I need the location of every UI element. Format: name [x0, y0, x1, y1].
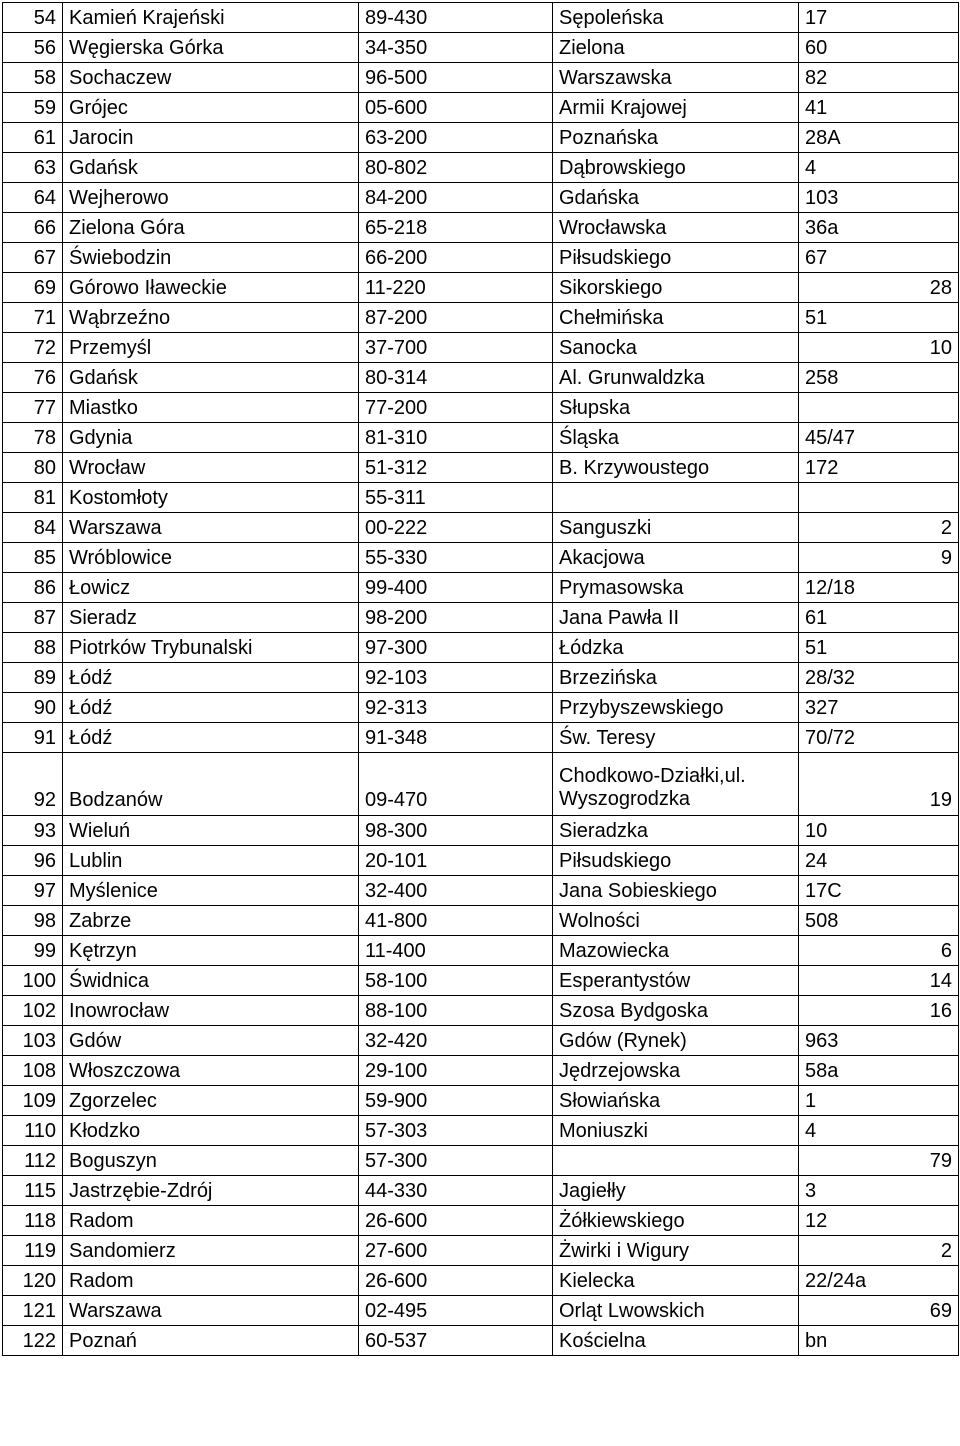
table-row — [3, 123, 959, 153]
city-cell: Warszawa — [63, 1296, 359, 1326]
building-number-cell: 6 — [799, 936, 959, 966]
building-number-cell: 3 — [799, 1176, 959, 1206]
postal-code-cell: 34-350 — [359, 33, 553, 63]
street-cell: Szosa Bydgoska — [553, 996, 799, 1026]
building-number-cell: 28A — [799, 123, 959, 153]
city-cell: Górowo Iławeckie — [63, 273, 359, 303]
table-row — [3, 936, 959, 966]
street-cell: Warszawska — [553, 63, 799, 93]
postal-code-cell: 44-330 — [359, 1176, 553, 1206]
address-table — [2, 2, 959, 1356]
row-number-cell: 76 — [3, 363, 63, 393]
postal-code-cell: 92-313 — [359, 693, 553, 723]
building-number-cell: 12 — [799, 1206, 959, 1236]
city-cell: Włoszczowa — [63, 1056, 359, 1086]
street-cell: Dąbrowskiego — [553, 153, 799, 183]
row-number-cell: 63 — [3, 153, 63, 183]
building-number-cell: 41 — [799, 93, 959, 123]
street-cell: Wolności — [553, 906, 799, 936]
street-cell: Łódzka — [553, 633, 799, 663]
row-number-cell: 110 — [3, 1116, 63, 1146]
street-cell — [553, 483, 799, 513]
postal-code-cell: 58-100 — [359, 966, 553, 996]
city-cell: Poznań — [63, 1326, 359, 1356]
city-cell: Wróblowice — [63, 543, 359, 573]
table-row — [3, 3, 959, 33]
building-number-cell: 67 — [799, 243, 959, 273]
city-cell: Węgierska Górka — [63, 33, 359, 63]
building-number-cell: 69 — [799, 1296, 959, 1326]
street-cell: Przybyszewskiego — [553, 693, 799, 723]
city-cell: Łódź — [63, 723, 359, 753]
postal-code-cell: 55-330 — [359, 543, 553, 573]
city-cell: Warszawa — [63, 513, 359, 543]
building-number-cell: 70/72 — [799, 723, 959, 753]
row-number-cell: 56 — [3, 33, 63, 63]
street-cell: Chełmińska — [553, 303, 799, 333]
city-cell: Radom — [63, 1266, 359, 1296]
building-number-cell: 172 — [799, 453, 959, 483]
table-row — [3, 966, 959, 996]
street-cell: Wrocławska — [553, 213, 799, 243]
row-number-cell: 87 — [3, 603, 63, 633]
row-number-cell: 103 — [3, 1026, 63, 1056]
street-cell: Jędrzejowska — [553, 1056, 799, 1086]
postal-code-cell: 57-303 — [359, 1116, 553, 1146]
building-number-cell: 103 — [799, 183, 959, 213]
row-number-cell: 93 — [3, 816, 63, 846]
postal-code-cell: 11-400 — [359, 936, 553, 966]
building-number-cell: 16 — [799, 996, 959, 1026]
table-row — [3, 63, 959, 93]
postal-code-cell: 84-200 — [359, 183, 553, 213]
table-row — [3, 423, 959, 453]
building-number-cell: 17 — [799, 3, 959, 33]
postal-code-cell: 63-200 — [359, 123, 553, 153]
city-cell: Jastrzębie-Zdrój — [63, 1176, 359, 1206]
table-row — [3, 333, 959, 363]
city-cell: Sandomierz — [63, 1236, 359, 1266]
postal-code-cell: 26-600 — [359, 1206, 553, 1236]
table-row — [3, 753, 959, 816]
row-number-cell: 92 — [3, 753, 63, 816]
building-number-cell: 51 — [799, 303, 959, 333]
street-cell: Gdów (Rynek) — [553, 1026, 799, 1056]
building-number-cell: 24 — [799, 846, 959, 876]
street-cell — [553, 1146, 799, 1176]
street-cell: Sanocka — [553, 333, 799, 363]
table-row — [3, 1206, 959, 1236]
postal-code-cell: 99-400 — [359, 573, 553, 603]
street-cell: Esperantystów — [553, 966, 799, 996]
row-number-cell: 118 — [3, 1206, 63, 1236]
table-row — [3, 1326, 959, 1356]
row-number-cell: 120 — [3, 1266, 63, 1296]
city-cell: Bodzanów — [63, 753, 359, 816]
row-number-cell: 119 — [3, 1236, 63, 1266]
postal-code-cell: 57-300 — [359, 1146, 553, 1176]
table-row — [3, 876, 959, 906]
city-cell: Świebodzin — [63, 243, 359, 273]
row-number-cell: 86 — [3, 573, 63, 603]
postal-code-cell: 51-312 — [359, 453, 553, 483]
table-row — [3, 1266, 959, 1296]
postal-code-cell: 98-200 — [359, 603, 553, 633]
postal-code-cell: 59-900 — [359, 1086, 553, 1116]
building-number-cell: 22/24a — [799, 1266, 959, 1296]
row-number-cell: 102 — [3, 996, 63, 1026]
row-number-cell: 85 — [3, 543, 63, 573]
street-cell: Mazowiecka — [553, 936, 799, 966]
street-cell: Kościelna — [553, 1326, 799, 1356]
street-cell: Słupska — [553, 393, 799, 423]
city-cell: Radom — [63, 1206, 359, 1236]
table-row — [3, 633, 959, 663]
row-number-cell: 80 — [3, 453, 63, 483]
building-number-cell: 508 — [799, 906, 959, 936]
row-number-cell: 59 — [3, 93, 63, 123]
street-cell: Jana Pawła II — [553, 603, 799, 633]
table-row — [3, 846, 959, 876]
table-row — [3, 663, 959, 693]
city-cell: Myślenice — [63, 876, 359, 906]
row-number-cell: 67 — [3, 243, 63, 273]
table-row — [3, 1056, 959, 1086]
street-cell: Żwirki i Wigury — [553, 1236, 799, 1266]
row-number-cell: 115 — [3, 1176, 63, 1206]
postal-code-cell: 89-430 — [359, 3, 553, 33]
building-number-cell: 79 — [799, 1146, 959, 1176]
postal-code-cell: 09-470 — [359, 753, 553, 816]
city-cell: Kętrzyn — [63, 936, 359, 966]
building-number-cell: 28/32 — [799, 663, 959, 693]
city-cell: Grójec — [63, 93, 359, 123]
row-number-cell: 90 — [3, 693, 63, 723]
table-row — [3, 1026, 959, 1056]
table-row — [3, 513, 959, 543]
table-row — [3, 483, 959, 513]
street-cell: Sanguszki — [553, 513, 799, 543]
city-cell: Wieluń — [63, 816, 359, 846]
address-table-body — [3, 3, 959, 1356]
postal-code-cell: 81-310 — [359, 423, 553, 453]
postal-code-cell: 88-100 — [359, 996, 553, 1026]
building-number-cell: 82 — [799, 63, 959, 93]
city-cell: Jarocin — [63, 123, 359, 153]
building-number-cell: 36a — [799, 213, 959, 243]
table-row — [3, 243, 959, 273]
postal-code-cell: 20-101 — [359, 846, 553, 876]
street-cell: Piłsudskiego — [553, 846, 799, 876]
table-row — [3, 1116, 959, 1146]
building-number-cell: 327 — [799, 693, 959, 723]
street-cell: Słowiańska — [553, 1086, 799, 1116]
building-number-cell: bn — [799, 1326, 959, 1356]
table-row — [3, 363, 959, 393]
row-number-cell: 97 — [3, 876, 63, 906]
city-cell: Łódź — [63, 663, 359, 693]
city-cell: Wrocław — [63, 453, 359, 483]
city-cell: Miastko — [63, 393, 359, 423]
street-cell: Gdańska — [553, 183, 799, 213]
postal-code-cell: 98-300 — [359, 816, 553, 846]
building-number-cell: 1 — [799, 1086, 959, 1116]
postal-code-cell: 87-200 — [359, 303, 553, 333]
table-row — [3, 573, 959, 603]
building-number-cell: 10 — [799, 816, 959, 846]
building-number-cell: 12/18 — [799, 573, 959, 603]
row-number-cell: 88 — [3, 633, 63, 663]
postal-code-cell: 55-311 — [359, 483, 553, 513]
row-number-cell: 78 — [3, 423, 63, 453]
building-number-cell — [799, 393, 959, 423]
building-number-cell: 14 — [799, 966, 959, 996]
city-cell: Lublin — [63, 846, 359, 876]
building-number-cell: 2 — [799, 1236, 959, 1266]
building-number-cell: 963 — [799, 1026, 959, 1056]
building-number-cell: 45/47 — [799, 423, 959, 453]
city-cell: Sieradz — [63, 603, 359, 633]
street-cell: Al. Grunwaldzka — [553, 363, 799, 393]
row-number-cell: 58 — [3, 63, 63, 93]
building-number-cell: 60 — [799, 33, 959, 63]
postal-code-cell: 66-200 — [359, 243, 553, 273]
building-number-cell: 17C — [799, 876, 959, 906]
building-number-cell: 2 — [799, 513, 959, 543]
row-number-cell: 98 — [3, 906, 63, 936]
table-row — [3, 996, 959, 1026]
postal-code-cell: 41-800 — [359, 906, 553, 936]
postal-code-cell: 37-700 — [359, 333, 553, 363]
postal-code-cell: 29-100 — [359, 1056, 553, 1086]
table-row — [3, 183, 959, 213]
postal-code-cell: 60-537 — [359, 1326, 553, 1356]
city-cell: Inowrocław — [63, 996, 359, 1026]
building-number-cell: 10 — [799, 333, 959, 363]
city-cell: Świdnica — [63, 966, 359, 996]
building-number-cell: 258 — [799, 363, 959, 393]
street-cell: Armii Krajowej — [553, 93, 799, 123]
row-number-cell: 108 — [3, 1056, 63, 1086]
row-number-cell: 91 — [3, 723, 63, 753]
city-cell: Kamień Krajeński — [63, 3, 359, 33]
table-row — [3, 1296, 959, 1326]
postal-code-cell: 00-222 — [359, 513, 553, 543]
city-cell: Przemyśl — [63, 333, 359, 363]
street-cell: Jana Sobieskiego — [553, 876, 799, 906]
street-cell: Sieradzka — [553, 816, 799, 846]
building-number-cell: 4 — [799, 1116, 959, 1146]
street-cell: Sępoleńska — [553, 3, 799, 33]
street-cell: Poznańska — [553, 123, 799, 153]
table-row — [3, 1236, 959, 1266]
postal-code-cell: 92-103 — [359, 663, 553, 693]
row-number-cell: 81 — [3, 483, 63, 513]
table-row — [3, 273, 959, 303]
street-cell: Jagiełły — [553, 1176, 799, 1206]
street-cell: Żółkiewskiego — [553, 1206, 799, 1236]
city-cell: Łódź — [63, 693, 359, 723]
city-cell: Wejherowo — [63, 183, 359, 213]
row-number-cell: 100 — [3, 966, 63, 996]
street-cell: Śląska — [553, 423, 799, 453]
city-cell: Gdańsk — [63, 363, 359, 393]
street-cell: Zielona — [553, 33, 799, 63]
table-row — [3, 1176, 959, 1206]
table-row — [3, 816, 959, 846]
row-number-cell: 89 — [3, 663, 63, 693]
table-row — [3, 1146, 959, 1176]
city-cell: Kostomłoty — [63, 483, 359, 513]
postal-code-cell: 97-300 — [359, 633, 553, 663]
postal-code-cell: 32-420 — [359, 1026, 553, 1056]
street-cell: Prymasowska — [553, 573, 799, 603]
row-number-cell: 122 — [3, 1326, 63, 1356]
street-cell: Św. Teresy — [553, 723, 799, 753]
table-row — [3, 543, 959, 573]
city-cell: Zielona Góra — [63, 213, 359, 243]
table-row — [3, 453, 959, 483]
postal-code-cell: 11-220 — [359, 273, 553, 303]
city-cell: Zgorzelec — [63, 1086, 359, 1116]
postal-code-cell: 27-600 — [359, 1236, 553, 1266]
postal-code-cell: 91-348 — [359, 723, 553, 753]
postal-code-cell: 65-218 — [359, 213, 553, 243]
postal-code-cell: 02-495 — [359, 1296, 553, 1326]
building-number-cell: 61 — [799, 603, 959, 633]
postal-code-cell: 26-600 — [359, 1266, 553, 1296]
city-cell: Gdańsk — [63, 153, 359, 183]
street-cell: Brzezińska — [553, 663, 799, 693]
city-cell: Łowicz — [63, 573, 359, 603]
row-number-cell: 109 — [3, 1086, 63, 1116]
table-row — [3, 603, 959, 633]
city-cell: Sochaczew — [63, 63, 359, 93]
building-number-cell: 4 — [799, 153, 959, 183]
postal-code-cell: 05-600 — [359, 93, 553, 123]
row-number-cell: 54 — [3, 3, 63, 33]
street-cell: Akacjowa — [553, 543, 799, 573]
table-row — [3, 693, 959, 723]
table-row — [3, 1086, 959, 1116]
building-number-cell: 28 — [799, 273, 959, 303]
row-number-cell: 77 — [3, 393, 63, 423]
row-number-cell: 71 — [3, 303, 63, 333]
city-cell: Piotrków Trybunalski — [63, 633, 359, 663]
row-number-cell: 69 — [3, 273, 63, 303]
building-number-cell: 58a — [799, 1056, 959, 1086]
city-cell: Kłodzko — [63, 1116, 359, 1146]
row-number-cell: 66 — [3, 213, 63, 243]
table-row — [3, 213, 959, 243]
row-number-cell: 72 — [3, 333, 63, 363]
street-cell: Orląt Lwowskich — [553, 1296, 799, 1326]
city-cell: Boguszyn — [63, 1146, 359, 1176]
row-number-cell: 112 — [3, 1146, 63, 1176]
table-row — [3, 93, 959, 123]
row-number-cell: 96 — [3, 846, 63, 876]
street-cell: Kielecka — [553, 1266, 799, 1296]
table-row — [3, 303, 959, 333]
street-cell: Sikorskiego — [553, 273, 799, 303]
row-number-cell: 84 — [3, 513, 63, 543]
postal-code-cell: 96-500 — [359, 63, 553, 93]
street-cell: Chodkowo-Działki,ul. Wyszogrodzka — [553, 753, 799, 816]
postal-code-cell: 80-314 — [359, 363, 553, 393]
table-row — [3, 393, 959, 423]
row-number-cell: 99 — [3, 936, 63, 966]
table-row — [3, 33, 959, 63]
table-row — [3, 906, 959, 936]
postal-code-cell: 77-200 — [359, 393, 553, 423]
building-number-cell: 9 — [799, 543, 959, 573]
building-number-cell — [799, 483, 959, 513]
postal-code-cell: 32-400 — [359, 876, 553, 906]
city-cell: Wąbrzeźno — [63, 303, 359, 333]
row-number-cell: 64 — [3, 183, 63, 213]
city-cell: Zabrze — [63, 906, 359, 936]
building-number-cell: 51 — [799, 633, 959, 663]
row-number-cell: 61 — [3, 123, 63, 153]
building-number-cell: 19 — [799, 753, 959, 816]
city-cell: Gdów — [63, 1026, 359, 1056]
table-row — [3, 723, 959, 753]
row-number-cell: 121 — [3, 1296, 63, 1326]
table-row — [3, 153, 959, 183]
postal-code-cell: 80-802 — [359, 153, 553, 183]
street-cell: Piłsudskiego — [553, 243, 799, 273]
city-cell: Gdynia — [63, 423, 359, 453]
street-cell: B. Krzywoustego — [553, 453, 799, 483]
street-cell: Moniuszki — [553, 1116, 799, 1146]
